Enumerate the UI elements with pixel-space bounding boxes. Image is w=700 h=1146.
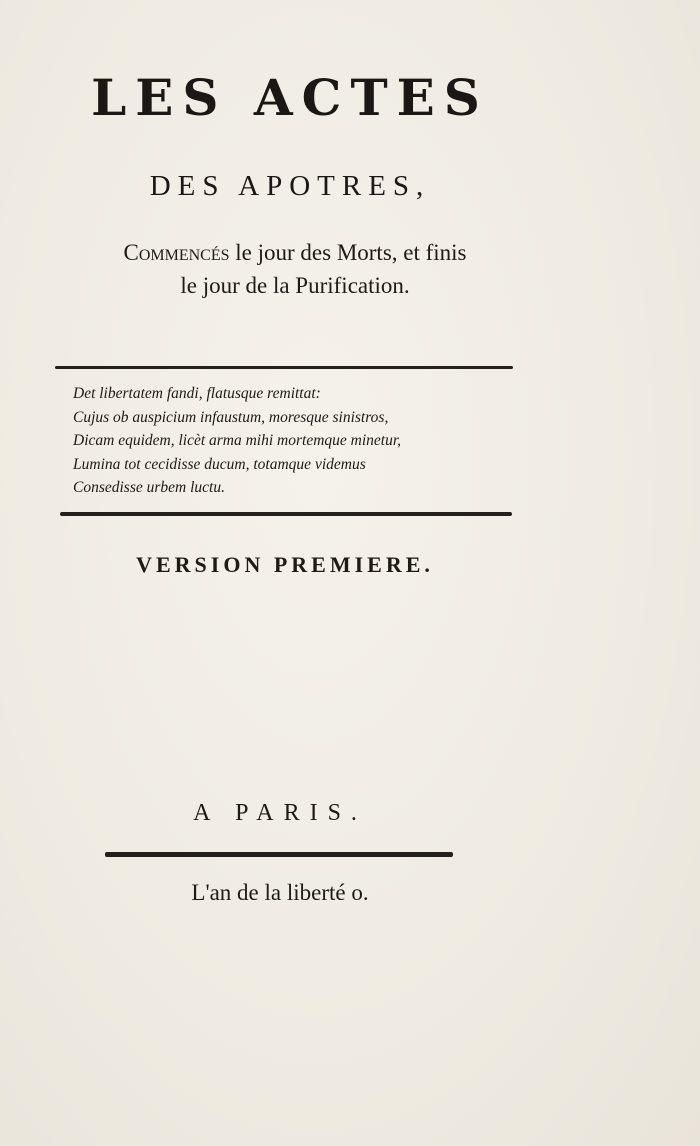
- imprint-date: L'an de la liberté o.: [191, 880, 369, 905]
- version-label: VERSION PREMIERE.: [136, 552, 434, 577]
- subheading-first-word: Commencés: [123, 240, 230, 265]
- epigraph-line: Lumina tot cecidisse ducum, totamque videmus: [73, 455, 366, 473]
- place-of-publication: A PARIS.: [193, 800, 367, 826]
- bottom-rule-divider: [60, 512, 512, 516]
- epigraph-line: Det libertatem fandi, flatusque remittat:: [73, 385, 321, 402]
- epigraph-line: Cujus ob auspicium infaustum, moresque sinistros,: [73, 408, 389, 426]
- book-subtitle: DES APOTRES,: [149, 170, 431, 202]
- epigraph-line: Dicam equidem, licèt arma mihi mortemque minetur,: [73, 432, 402, 449]
- imprint-rule-divider: [105, 852, 453, 857]
- top-rule-divider: [55, 366, 513, 369]
- subheading-line-1: [60, 240, 530, 266]
- book-title: LES ACTES: [91, 68, 489, 127]
- latin-epigraph: [73, 382, 513, 500]
- epigraph-line: Consedisse urbem luctu.: [73, 479, 225, 496]
- subheading-line-1-rest: le jour des Morts, et finis: [229, 240, 467, 265]
- subheading-line-2: le jour de la Purification.: [180, 273, 410, 298]
